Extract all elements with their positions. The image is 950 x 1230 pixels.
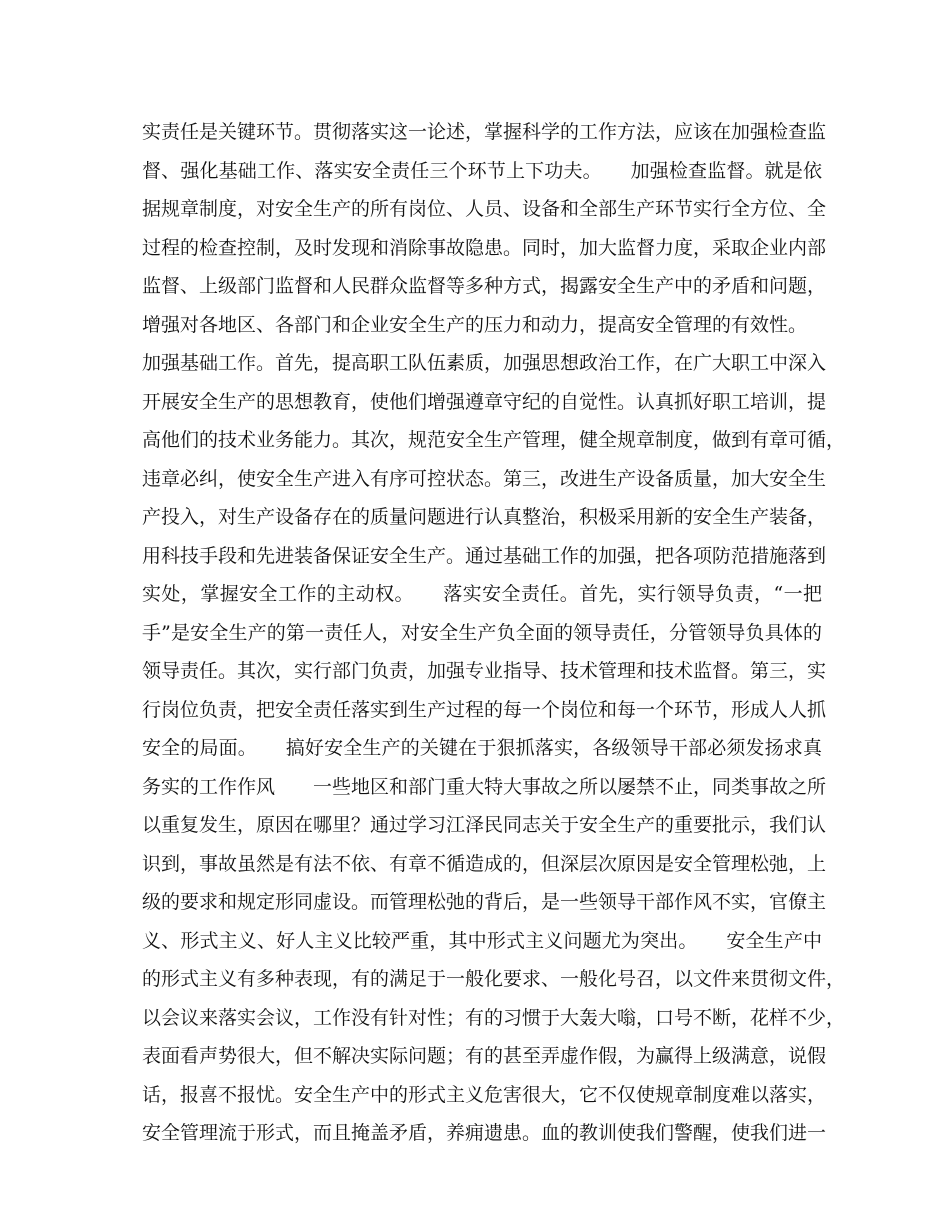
text-line-15: 领导责任。其次，实行部门负责，加强专业指导、技术管理和技术监督。第三，实 (142, 660, 827, 682)
text-line-24: 以会议来落实会议，工作没有针对性；有的习惯于大轰大嗡，口号不断，花样不少， (142, 1006, 846, 1029)
text-line-12: 用科技手段和先进装备保证安全生产。通过基础工作的加强，把各项防范措施落到 (142, 544, 827, 567)
text-line-2: 督、强化基础工作、落实安全责任三个环节上下功夫。 加强检查监督。就是依 (142, 159, 822, 182)
text-line-26: 话，报喜不报忧。安全生产中的形式主义危害很大，它不仅使规章制度难以落实， (142, 1083, 827, 1106)
text-line-27: 安全管理流于形式，而且掩盖矛盾，养痈遗患。血的教训使我们警醒，使我们进一 (142, 1122, 827, 1144)
text-line-7: 加强基础工作。首先，提高职工队伍素质，加强思想政治工作，在广大职工中深入 (142, 352, 827, 374)
text-line-8: 开展安全生产的思想教育，使他们增强遵章守纪的自觉性。认真抓好职工培训，提 (142, 390, 827, 413)
text-line-19: 以重复发生，原因在哪里？通过学习江泽民同志关于安全生产的重要批示，我们认 (142, 814, 827, 836)
text-line-23: 的形式主义有多种表现，有的满足于一般化要求、一般化号召，以文件来贯彻文件， (142, 968, 846, 990)
text-line-4: 过程的检查控制，及时发现和消除事故隐患。同时，加大监督力度，采取企业内部 (142, 236, 827, 259)
text-line-14: 手”是安全生产的第一责任人，对安全生产负全面的领导责任，分管领导负具体的 (142, 621, 822, 644)
text-line-13: 实处，掌握安全工作的主动权。 落实安全责任。首先，实行领导负责，“一把 (142, 583, 822, 605)
text-line-22: 义、形式主义、好人主义比较严重，其中形式主义问题尤为突出。 安全生产中 (142, 929, 822, 952)
text-line-5: 监督、上级部门监督和人民群众监督等多种方式，揭露安全生产中的矛盾和问题， (142, 275, 827, 297)
text-line-17: 安全的局面。 搞好安全生产的关键在于狠抓落实，各级领导干部必须发扬求真 (142, 737, 822, 759)
text-line-18: 务实的工作作风 一些地区和部门重大特大事故之所以屡禁不止，同类事故之所 (142, 775, 827, 798)
text-line-11: 产投入，对生产设备存在的质量问题进行认真整治，积极采用新的安全生产装备， (142, 506, 827, 528)
body-text (142, 113, 846, 1153)
text-line-25: 表面看声势很大，但不解决实际问题；有的甚至弄虚作假，为赢得上级满意，说假 (142, 1045, 827, 1067)
text-line-3: 据规章制度，对安全生产的所有岗位、人员、设备和全部生产环节实行全方位、全 (142, 198, 827, 220)
text-line-21: 级的要求和规定形同虚设。而管理松弛的背后，是一些领导干部作风不实，官僚主 (142, 891, 827, 913)
text-line-9: 高他们的技术业务能力。其次，规范安全生产管理，健全规章制度，做到有章可循， (142, 429, 846, 451)
text-line-6: 增强对各地区、各部门和企业安全生产的压力和动力，提高安全管理的有效性。 (142, 313, 808, 336)
text-line-10: 违章必纠，使安全生产进入有序可控状态。第三，改进生产设备质量，加大安全生 (142, 467, 827, 490)
text-line-16: 行岗位负责，把安全责任落实到生产过程的每一个岗位和每一个环节，形成人人抓 (142, 698, 827, 721)
text-line-20: 识到，事故虽然是有法不依、有章不循造成的，但深层次原因是安全管理松弛，上 (142, 852, 827, 875)
text-line-1: 实责任是关键环节。贯彻落实这一论述，掌握科学的工作方法，应该在加强检查监 (142, 121, 827, 143)
